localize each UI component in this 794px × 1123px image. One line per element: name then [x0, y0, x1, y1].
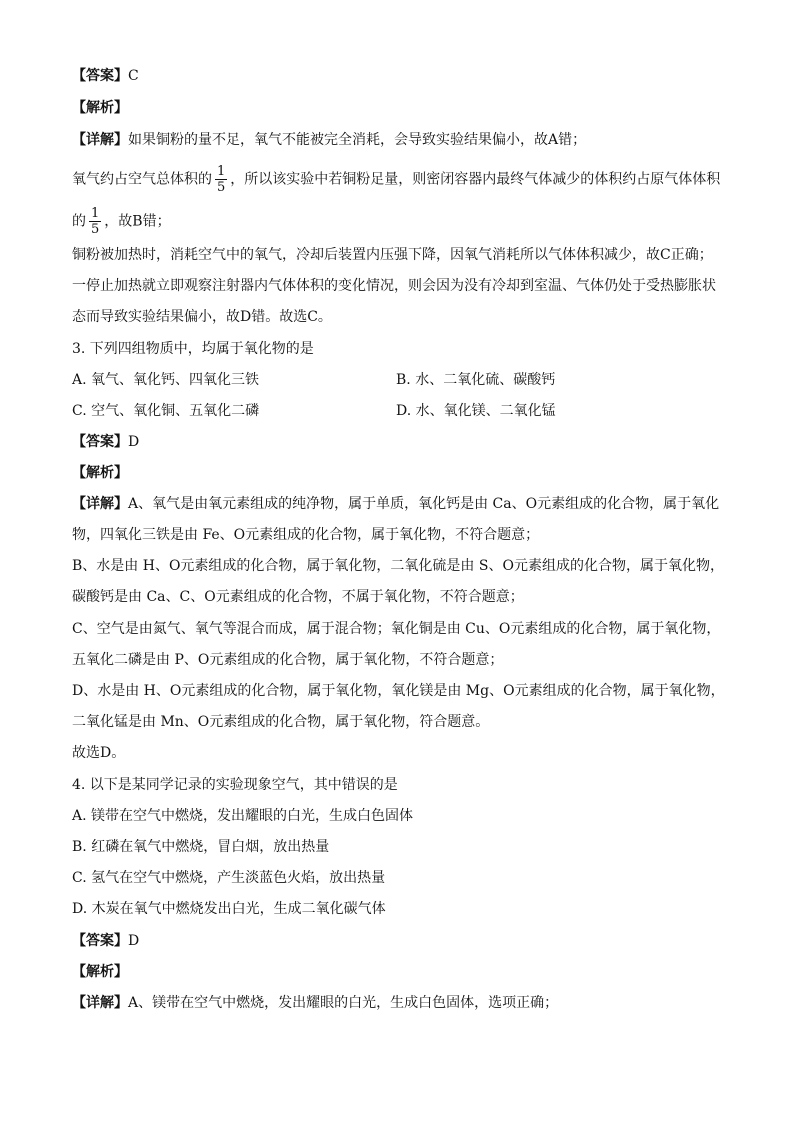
- detail-line-fraction: 氧气约占空气总体积的 $\frac{1}{5}$ ，所以该实验中若铜粉足量，则密闭容器内最终气体减少的体积约占原气体体积: [72, 164, 721, 195]
- option-c: C. 空气、氧化铜、五氧化二磷: [72, 403, 260, 419]
- detail-line: C、空气是由氮气、氧气等混合而成，属于混合物；氧化铜是由 Cu、O元素组成的化合物，属于氧化物，: [72, 621, 721, 637]
- option-a: A. 镁带在空气中燃烧，发出耀眼的白光，生成白色固体: [72, 808, 414, 824]
- detail-line: 态而导致实验结果偏小，故D错。故选C。: [72, 309, 332, 325]
- detail-line: 铜粉被加热时，消耗空气中的氧气，冷却后装置内压强下降，因氧气消耗所以气体体积减少，故C正确；: [72, 247, 713, 263]
- detail-line: B、水是由 H、O元素组成的化合物，属于氧化物，二氧化硫是由 S、O元素组成的化合物，属于氧化物，: [72, 558, 724, 574]
- answer-line: 【答案】D: [72, 434, 140, 450]
- answer-line: [72, 66, 139, 86]
- option-b: B. 红磷在氧气中燃烧，冒白烟，放出热量: [72, 839, 330, 855]
- detail-line: D、水是由 H、O元素组成的化合物，属于氧化物，氧化镁是由 Mg、O元素组成的化合物，属于氧化物，: [72, 683, 725, 699]
- answer-value: D: [128, 933, 140, 949]
- option-b: B. 水、二氧化硫、碳酸钙: [396, 372, 556, 388]
- fraction: $\frac{1}{5}$: [91, 206, 100, 237]
- detail-line: 二氧化锰是由 Mn、O元素组成的化合物，属于氧化物，符合题意。: [72, 714, 490, 730]
- detail-line: 【详解】A、镁带在空气中燃烧，发出耀眼的白光，生成白色固体，选项正确；: [72, 995, 559, 1011]
- answer-tag: 【答案】: [72, 68, 128, 84]
- question-stem: 3. 下列四组物质中，均属于氧化物的是: [72, 341, 314, 357]
- detail-tag: 【详解】: [72, 132, 128, 148]
- detail-line: 五氧化二磷是由 P、O元素组成的化合物，属于氧化物，不符合题意；: [72, 652, 504, 668]
- option-a: A. 氧气、氧化钙、四氧化三铁: [72, 372, 260, 388]
- analysis-tag: 【解析】: [72, 100, 128, 116]
- question-stem: 4. 以下是某同学记录的实验现象空气，其中错误的是: [72, 777, 398, 793]
- option-d: D. 木炭在氧气中燃烧发出白光，生成二氧化碳气体: [72, 901, 386, 917]
- detail-line: 【详解】A、氧气是由氧元素组成的纯净物，属于单质，氧化钙是由 Ca、O元素组成的化合物，属于氧化: [72, 496, 720, 512]
- analysis-tag: 【解析】: [72, 465, 128, 481]
- detail-line-fraction: 的 $\frac{1}{5}$ ，故B错；: [72, 206, 171, 237]
- conclusion: 故选D。: [72, 745, 126, 761]
- option-c: C. 氢气在空气中燃烧，产生淡蓝色火焰，放出热量: [72, 870, 386, 886]
- answer-value: D: [128, 434, 140, 450]
- detail-line: 【详解】如果铜粉的量不足，氧气不能被完全消耗，会导致实验结果偏小，故A错；: [72, 132, 587, 148]
- fraction: $\frac{1}{5}$: [217, 164, 226, 195]
- answer-line: 【答案】D: [72, 933, 140, 949]
- detail-line: 一停止加热就立即观察注射器内气体体积的变化情况，则会因为没有冷却到室温、气体仍处于受热膨胀状: [72, 278, 716, 294]
- detail-line: 碳酸钙是由 Ca、C、O元素组成的化合物，不属于氧化物，不符合题意；: [72, 589, 524, 605]
- analysis-tag: 【解析】: [72, 964, 128, 980]
- detail-line: 物，四氧化三铁是由 Fe、O元素组成的化合物，属于氧化物，不符合题意；: [72, 527, 540, 543]
- answer-value: C: [128, 68, 139, 84]
- option-d: D. 水、氧化镁、二氧化锰: [396, 403, 556, 419]
